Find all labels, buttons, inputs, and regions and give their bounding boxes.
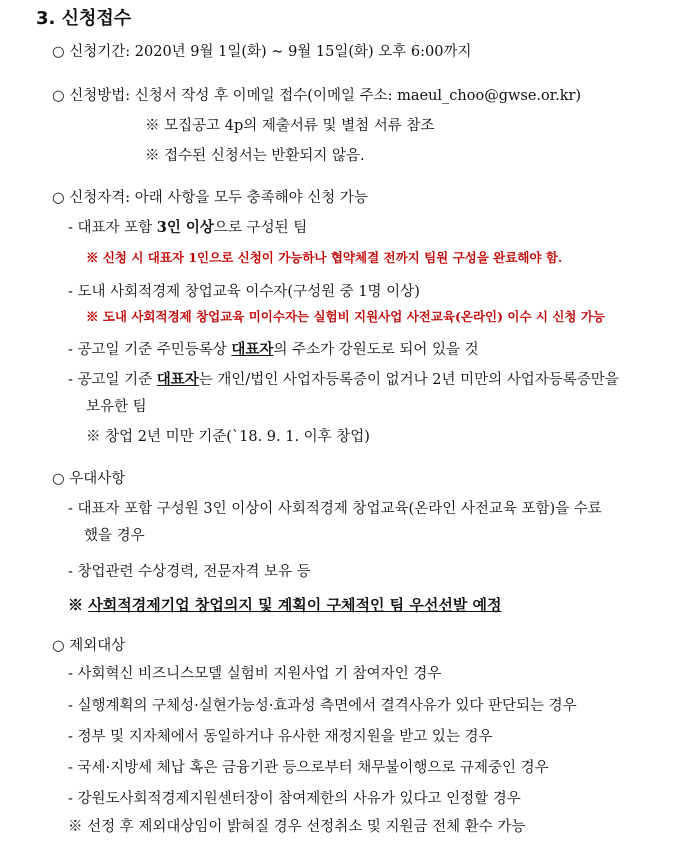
exclusion-heading: ○ 제외대상 — [52, 638, 126, 654]
qualification-item-4: - 공고일 기준 대표자는 개인/법인 사업자등록증이 없거나 2년 미만의 사업자등록증만을 — [68, 371, 619, 388]
method-note-1: ※ 모집공고 4p의 제출서류 및 별첨 서류 참조 — [145, 118, 435, 134]
qualification-item-2: - 도내 사회적경제 창업교육 이수자(구성원 중 1명 이상) — [68, 284, 420, 300]
exclusion-note: ※ 선정 후 제외대상임이 밝혀질 경우 선정취소 및 지원금 전체 환수 가능 — [68, 819, 526, 835]
preference-priority-note: ※ 사회적경제기업 창업의지 및 계획이 구체적인 팀 우선선발 예정 — [68, 596, 502, 614]
qualification-note-4: ※ 창업 2년 미만 기준(`18. 9. 1. 이후 창업) — [86, 429, 370, 445]
qualification-note-2: ※ 도내 사회적경제 창업교육 미이수자는 실험비 지원사업 사전교육(온라인) 이수 시 신청 가능 — [86, 309, 605, 324]
qualification-note-1: ※ 신청 시 대표자 1인으로 신청이 가능하나 협약체결 전까지 팀원 구성을 완료해야 함. — [86, 250, 563, 265]
preference-item-2: - 창업관련 수상경력, 전문자격 보유 등 — [68, 564, 311, 580]
section-title: 3. 신청접수 — [36, 8, 132, 29]
exclusion-item-1: - 사회혁신 비즈니스모델 실험비 지원사업 기 참여자인 경우 — [68, 666, 442, 682]
application-method: ○ 신청방법: 신청서 작성 후 이메일 접수(이메일 주소: maeul_choo@gwse.or.kr) — [52, 88, 582, 104]
qualification-heading: ○ 신청자격: 아래 사항을 모두 충족해야 신청 가능 — [52, 190, 368, 206]
preference-item-1-cont: 했을 경우 — [84, 528, 145, 544]
exclusion-item-5: - 강원도사회적경제지원센터장이 참여제한의 사유가 있다고 인정할 경우 — [68, 791, 521, 807]
preference-heading: ○ 우대사항 — [52, 471, 126, 487]
qualification-item-3: - 공고일 기준 주민등록상 대표자의 주소가 강원도로 되어 있을 것 — [68, 341, 479, 358]
method-note-2: ※ 접수된 신청서는 반환되지 않음. — [145, 148, 365, 164]
exclusion-item-3: - 정부 및 지자체에서 동일하거나 유사한 재정지원을 받고 있는 경우 — [68, 729, 493, 745]
exclusion-item-4: - 국세·지방세 체납 혹은 금융기관 등으로부터 채무불이행으로 규제중인 경우 — [68, 760, 549, 776]
qualification-item-4-cont: 보유한 팀 — [86, 399, 147, 415]
application-period: ○ 신청기간: 2020년 9월 1일(화) ~ 9월 15일(화) 오후 6:00까지 — [52, 44, 472, 60]
exclusion-item-2: - 실행계획의 구체성·실현가능성·효과성 측면에서 결격사유가 있다 판단되는 경우 — [68, 698, 577, 714]
preference-item-1: - 대표자 포함 구성원 3인 이상이 사회적경제 창업교육(온라인 사전교육 포함)을 수료 — [68, 501, 602, 517]
qualification-item-1: - 대표자 포함 3인 이상으로 구성된 팀 — [68, 219, 308, 236]
